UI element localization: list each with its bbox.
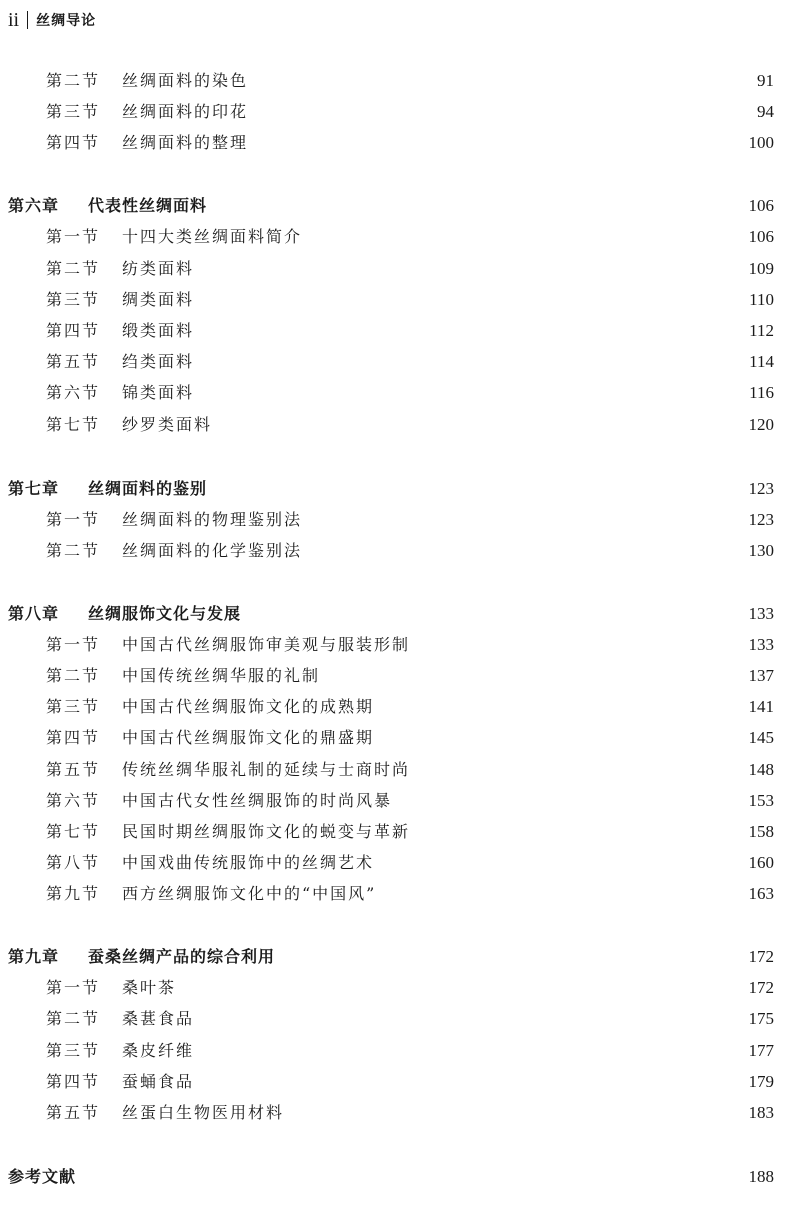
page-number: 160 [748,853,774,872]
toc-section-entry [0,1036,790,1066]
page-number: 112 [749,321,774,340]
section-title: 中国古代女性丝绸服饰的时尚风暴 [122,791,393,810]
page-number: 163 [748,884,774,903]
toc-chapter-entry [0,599,790,629]
page-number: 94 [757,102,774,121]
dot-leader [204,316,724,346]
dot-leader [312,222,724,252]
toc-section-entry [0,973,790,1003]
section-title: 丝绸面料的染色 [122,71,249,90]
page-number: 100 [748,133,774,152]
toc-section-entry [0,254,790,284]
section-title: 中国古代丝绸服饰审美观与服装形制 [122,635,411,654]
section-number: 第三节 [46,697,101,716]
section-number: 第二节 [46,666,101,685]
dot-leader [294,1098,724,1128]
page-number: 133 [748,604,774,623]
page-number: 106 [748,196,774,215]
toc-chapter-entry [0,191,790,221]
page-number: 177 [748,1041,774,1060]
section-title: 丝绸面料的整理 [122,133,249,152]
section-title: 缎类面料 [122,321,195,340]
dot-leader [402,786,724,816]
toc-section-entry [0,97,790,127]
dot-leader [204,254,724,284]
dot-leader [384,692,724,722]
dot-leader [204,347,724,377]
chapter-title: 蚕桑丝绸产品的综合利用 [88,947,276,966]
dot-leader [204,285,724,315]
toc-section-entry [0,848,790,878]
chapter-number: 第八章 [8,604,60,623]
page-number: 175 [748,1009,774,1028]
section-title: 中国戏曲传统服饰中的丝绸艺术 [122,853,375,872]
toc-section-entry [0,285,790,315]
toc-section-entry [0,692,790,722]
section-number: 第一节 [46,978,101,997]
page-number: 120 [748,415,774,434]
section-number: 第三节 [46,102,101,121]
section-title: 蚕蛹食品 [122,1072,195,1091]
page-number: 137 [748,666,774,685]
section-title: 中国古代丝绸服饰文化的成熟期 [122,697,375,716]
page-number: 172 [748,978,774,997]
page-number: 179 [748,1072,774,1091]
section-title: 锦类面料 [122,383,195,402]
section-number: 第二节 [46,541,101,560]
chapter-title: 丝绸服饰文化与发展 [88,604,242,623]
page-number: 141 [748,697,774,716]
section-title: 纱罗类面料 [122,415,213,434]
toc-section-entry [0,723,790,753]
dot-leader [204,1004,724,1034]
section-title: 中国古代丝绸服饰文化的鼎盛期 [122,728,375,747]
section-number: 第三节 [46,290,101,309]
section-title: 丝绸面料的物理鉴别法 [122,510,303,529]
page-number: 145 [748,728,774,747]
header-page-number: ii [8,9,20,31]
page-number: 133 [748,635,774,654]
toc-section-entry [0,817,790,847]
section-number: 第四节 [46,133,101,152]
section-title: 丝蛋白生物医用材料 [122,1103,285,1122]
section-title: 西方丝绸服饰文化中的“中国风” [122,884,377,903]
dot-leader [420,630,724,660]
toc-section-entry [0,347,790,377]
page-number: 114 [749,352,774,371]
section-number: 第一节 [46,635,101,654]
section-title: 中国传统丝绸华服的礼制 [122,666,321,685]
chapter-title: 丝绸面料的鉴别 [88,479,208,498]
section-number: 第一节 [46,510,101,529]
toc-section-entry [0,128,790,158]
section-title: 桑葚食品 [122,1009,195,1028]
dot-leader [222,410,724,440]
dot-leader [384,723,724,753]
dot-leader [384,848,724,878]
dot-leader [186,973,724,1003]
section-title: 桑叶茶 [122,978,177,997]
toc-chapter-entry [0,942,790,972]
page-number: 148 [748,760,774,779]
page-number: 123 [748,479,774,498]
toc-section-entry [0,786,790,816]
dot-leader [86,1162,724,1192]
dot-leader [285,942,724,972]
section-number: 第二节 [46,1009,101,1028]
page-number: 91 [757,71,774,90]
section-number: 第六节 [46,383,101,402]
toc-section-entry [0,410,790,440]
section-title: 民国时期丝绸服饰文化的蜕变与革新 [122,822,411,841]
dot-leader [330,661,724,691]
toc-section-entry [0,66,790,96]
toc-section-entry [0,1004,790,1034]
section-number: 第二节 [46,259,101,278]
page-number: 109 [748,259,774,278]
dot-leader [312,505,724,535]
toc-section-entry [0,879,790,909]
dot-leader [420,755,724,785]
header-book-title: 丝绸导论 [36,13,97,29]
toc-section-entry [0,630,790,660]
section-title: 传统丝绸华服礼制的延续与士商时尚 [122,760,411,779]
section-title: 丝绸面料的化学鉴别法 [122,541,303,560]
page-number: 172 [748,947,774,966]
section-number: 第五节 [46,760,101,779]
toc-references-entry [0,1162,790,1192]
page-number: 183 [748,1103,774,1122]
page-number: 158 [748,822,774,841]
chapter-number: 第七章 [8,479,60,498]
section-number: 第一节 [46,227,101,246]
toc-section-entry [0,536,790,566]
page-number: 123 [748,510,774,529]
section-number: 第七节 [46,415,101,434]
toc-section-entry [0,378,790,408]
section-number: 第七节 [46,822,101,841]
dot-leader [420,817,724,847]
section-number: 第六节 [46,791,101,810]
page-number: 130 [748,541,774,560]
dot-leader [204,1036,724,1066]
section-title: 丝绸面料的印花 [122,102,249,121]
dot-leader [204,1067,724,1097]
page-number: 153 [748,791,774,810]
section-number: 第二节 [46,71,101,90]
references-title: 参考文献 [8,1167,77,1186]
page-number: 106 [748,227,774,246]
toc-section-entry [0,316,790,346]
toc-section-entry [0,1067,790,1097]
dot-leader [251,599,724,629]
toc-section-entry [0,755,790,785]
chapter-title: 代表性丝绸面料 [88,196,208,215]
section-title: 绸类面料 [122,290,195,309]
page-number: 116 [749,383,774,402]
toc-section-entry [0,222,790,252]
toc-section-entry [0,1098,790,1128]
dot-leader [217,474,724,504]
toc-section-entry [0,505,790,535]
section-number: 第五节 [46,1103,101,1122]
dot-leader [204,378,724,408]
dot-leader [386,879,724,909]
page-number: 188 [748,1167,774,1186]
section-number: 第九节 [46,884,101,903]
chapter-number: 第九章 [8,947,60,966]
section-number: 第八节 [46,853,101,872]
dot-leader [258,66,724,96]
section-number: 第四节 [46,1072,101,1091]
section-title: 纺类面料 [122,259,195,278]
dot-leader [312,536,724,566]
dot-leader [217,191,724,221]
section-number: 第三节 [46,1041,101,1060]
toc-chapter-entry [0,474,790,504]
chapter-number: 第六章 [8,196,60,215]
dot-leader [258,128,724,158]
section-title: 桑皮纤维 [122,1041,195,1060]
toc-section-entry [0,661,790,691]
section-title: 绉类面料 [122,352,195,371]
dot-leader [258,97,724,127]
page-number: 110 [749,290,774,309]
section-number: 第四节 [46,321,101,340]
section-number: 第四节 [46,728,101,747]
section-number: 第五节 [46,352,101,371]
section-title: 十四大类丝绸面料简介 [122,227,303,246]
